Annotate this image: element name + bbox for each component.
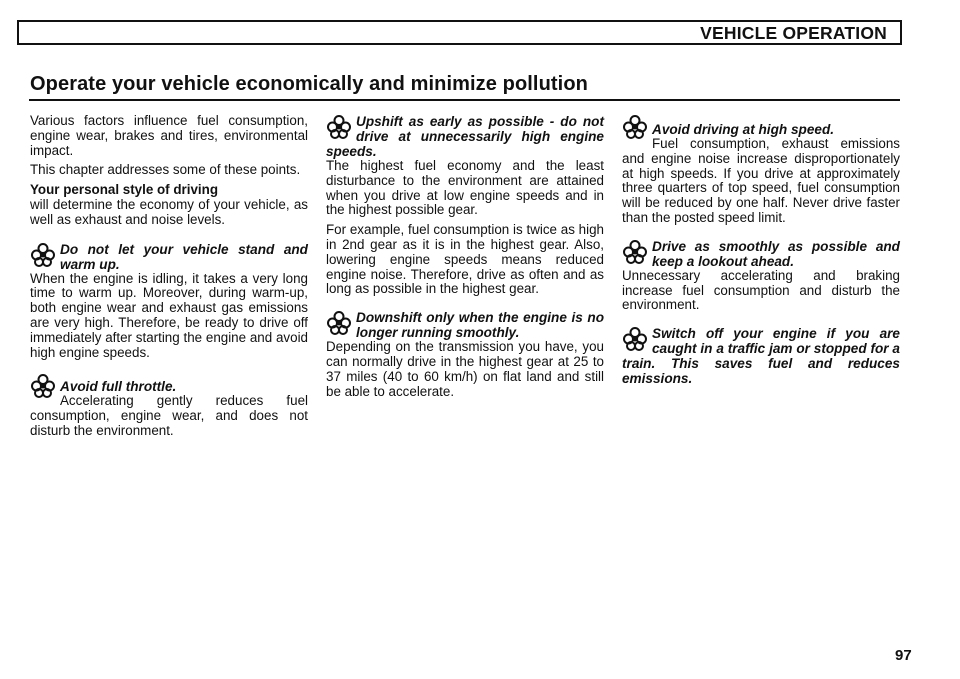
column-left	[30, 114, 308, 444]
flower-icon	[30, 242, 56, 268]
flower-icon	[326, 310, 352, 336]
tip-warm-up	[30, 242, 308, 361]
tip-heading: Switch off your engine if you are caught in a traffic jam or stopped for a train. This saves fuel and reduces emissions.	[622, 326, 900, 387]
tip-downshift	[326, 310, 604, 399]
flower-icon	[326, 114, 352, 140]
tip-heading: Avoid full throttle.	[60, 379, 177, 395]
tip-heading: Upshift as early as possible - do not drive at unnecessarily high engine speeds.	[326, 114, 604, 159]
column-right	[622, 114, 900, 386]
flower-icon	[30, 373, 56, 399]
page-title: Operate your vehicle economically and minimize pollution	[30, 73, 588, 95]
flower-icon	[622, 326, 648, 352]
section-title: VEHICLE OPERATION	[700, 23, 887, 43]
tip-text-2: For example, fuel consumption is twice as high in 2nd gear as it is in the highest gear. Also, lowering engine speeds means reduced engine noise. Therefore, drive as often and as long as possible in the highest gear.	[326, 222, 604, 297]
intro-paragraph: Various factors influence fuel consumption, engine wear, brakes and tires, environmental impact.	[30, 113, 308, 158]
flower-icon	[622, 114, 648, 140]
tip-text: Unnecessary accelerating and braking increase fuel consumption and disturb the environment.	[622, 267, 900, 313]
tip-smooth-driving	[622, 239, 900, 313]
tip-heading: Avoid driving at high speed.	[652, 122, 835, 137]
driving-style-text: will determine the economy of your vehicle, as well as exhaust and noise levels.	[30, 196, 308, 227]
tip-high-speed	[622, 114, 900, 226]
flower-icon	[622, 239, 648, 265]
tip-upshift	[326, 114, 604, 297]
page-number: 97	[895, 647, 912, 664]
tip-switch-off-engine	[622, 326, 900, 386]
column-middle	[326, 114, 604, 404]
tip-text: Depending on the transmission you have, you can normally drive in the highest gear at 25 to 37 miles (40 to 60 km/h) on flat land and still be able to accelerate.	[326, 339, 604, 399]
intro-paragraph-2: This chapter addresses some of these points.	[30, 162, 301, 178]
tip-heading: Downshift only when the engine is no longer running smoothly.	[356, 310, 604, 341]
tip-text: When the engine is idling, it takes a very long time to warm up. Moreover, during warm-up, both engine wear and exhaust gas emissions are very high. Therefore, be ready to drive off immediately after starting the engine and avoid high engine speeds.	[30, 270, 308, 360]
tip-full-throttle	[30, 373, 308, 438]
tip-text: Accelerating gently reduces fuel consumption, engine wear, and does not disturb the environment.	[30, 393, 308, 438]
tip-text: The highest fuel economy and the least disturbance to the environment are attained when you drive at low engine speeds and in the highest possible gear.	[326, 158, 604, 218]
driving-style-heading: Your personal style of driving	[30, 182, 218, 198]
title-divider	[29, 99, 900, 101]
tip-heading: Drive as smoothly as possible and keep a lookout ahead.	[652, 238, 900, 269]
tip-heading: Do not let your vehicle stand and warm up.	[60, 241, 308, 272]
section-header-bar	[17, 20, 902, 45]
tip-text: Fuel consumption, exhaust emissions and engine noise increase disproportionately at high speeds. If you drive at approximately three quarters of top speed, fuel consumption will be reduced by one half. Never drive faster than the posted speed limit.	[622, 136, 900, 225]
